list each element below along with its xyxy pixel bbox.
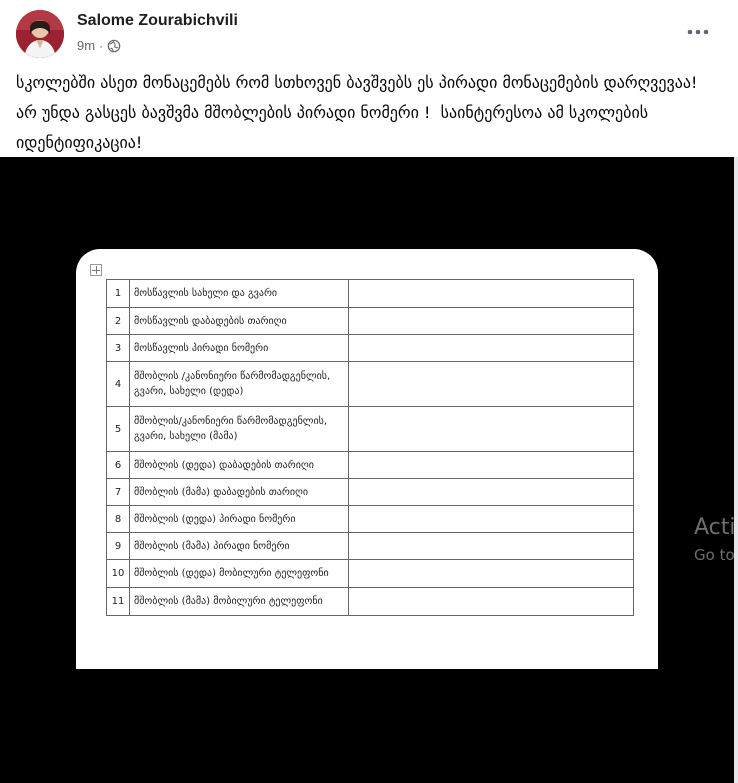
- scroll-edge: [734, 157, 738, 783]
- watermark-line-2: Go to: [694, 546, 735, 564]
- avatar-photo: [16, 10, 64, 58]
- row-value-cell: [349, 479, 634, 506]
- author-name[interactable]: Salome Zourabichvili: [77, 12, 238, 29]
- windows-activation-watermark: [694, 515, 736, 564]
- row-number: 5: [107, 407, 130, 452]
- row-value-cell: [349, 407, 634, 452]
- row-value-cell: [349, 280, 634, 308]
- row-label: მშობლის (დედა) პირადი ნომერი: [130, 506, 349, 533]
- row-label: მშობლის (მამა) მობილური ტელეფონი: [130, 588, 349, 616]
- table-row: [107, 308, 634, 335]
- row-number: 2: [107, 308, 130, 335]
- row-label: მშობლის (მამა) პირადი ნომერი: [130, 533, 349, 560]
- globe-icon[interactable]: [107, 39, 121, 53]
- table-row: [107, 506, 634, 533]
- author-avatar[interactable]: [16, 10, 64, 58]
- document-card: [76, 249, 658, 669]
- row-label: მშობლის (დედა) დაბადების თარიღი: [130, 452, 349, 479]
- row-value-cell: [349, 588, 634, 616]
- row-value-cell: [349, 506, 634, 533]
- row-number: 3: [107, 335, 130, 362]
- row-value-cell: [349, 335, 634, 362]
- table-row: [107, 452, 634, 479]
- row-value-cell: [349, 362, 634, 407]
- row-label: მშობლის (დედა) მობილური ტელეფონი: [130, 560, 349, 588]
- table-row: [107, 407, 634, 452]
- row-label: მშობლის/კანონიერი წარმომადგენლის, გვარი, სახელი (მამა): [130, 407, 349, 452]
- row-value-cell: [349, 308, 634, 335]
- post-meta: [77, 38, 121, 53]
- row-number: 4: [107, 362, 130, 407]
- table-row: [107, 588, 634, 616]
- row-number: 9: [107, 533, 130, 560]
- row-value-cell: [349, 560, 634, 588]
- table-row: [107, 533, 634, 560]
- row-number: 6: [107, 452, 130, 479]
- post-header: [0, 0, 738, 64]
- row-number: 10: [107, 560, 130, 588]
- row-label: მოსწავლის სახელი და გვარი: [130, 280, 349, 308]
- table-row: [107, 280, 634, 308]
- watermark-line-1: Acti: [694, 515, 736, 540]
- row-number: 7: [107, 479, 130, 506]
- row-label: მშობლის (მამა) დაბადების თარიღი: [130, 479, 349, 506]
- post-time[interactable]: 9m: [77, 38, 96, 53]
- row-value-cell: [349, 533, 634, 560]
- post-text: სკოლებში ასეთ მონაცემებს რომ სთხოვენ ბავშვებს ეს პირადი მონაცემების დარღვევაა! არ უნდა გასცეს ბავშვმა მშობლების პირადი ნომერი ! საინტერესოა ამ სკოლების იდენტიფიკაცია!: [16, 73, 708, 152]
- row-number: 8: [107, 506, 130, 533]
- form-table: [106, 279, 634, 616]
- table-row: [107, 362, 634, 407]
- row-label: მშობლის /კანონიერი წარმომადგენლის, გვარი, სახელი (დედა): [130, 362, 349, 407]
- meta-separator: ·: [99, 38, 104, 53]
- row-label: მოსწავლის პირადი ნომერი: [130, 335, 349, 362]
- more-icon: [687, 29, 709, 35]
- row-number: 1: [107, 280, 130, 308]
- more-options-button[interactable]: [682, 18, 714, 46]
- table-row: [107, 335, 634, 362]
- row-number: 11: [107, 588, 130, 616]
- table-row: [107, 560, 634, 588]
- move-icon: [90, 264, 102, 276]
- row-value-cell: [349, 452, 634, 479]
- table-row: [107, 479, 634, 506]
- row-label: მოსწავლის დაბადების თარიღი: [130, 308, 349, 335]
